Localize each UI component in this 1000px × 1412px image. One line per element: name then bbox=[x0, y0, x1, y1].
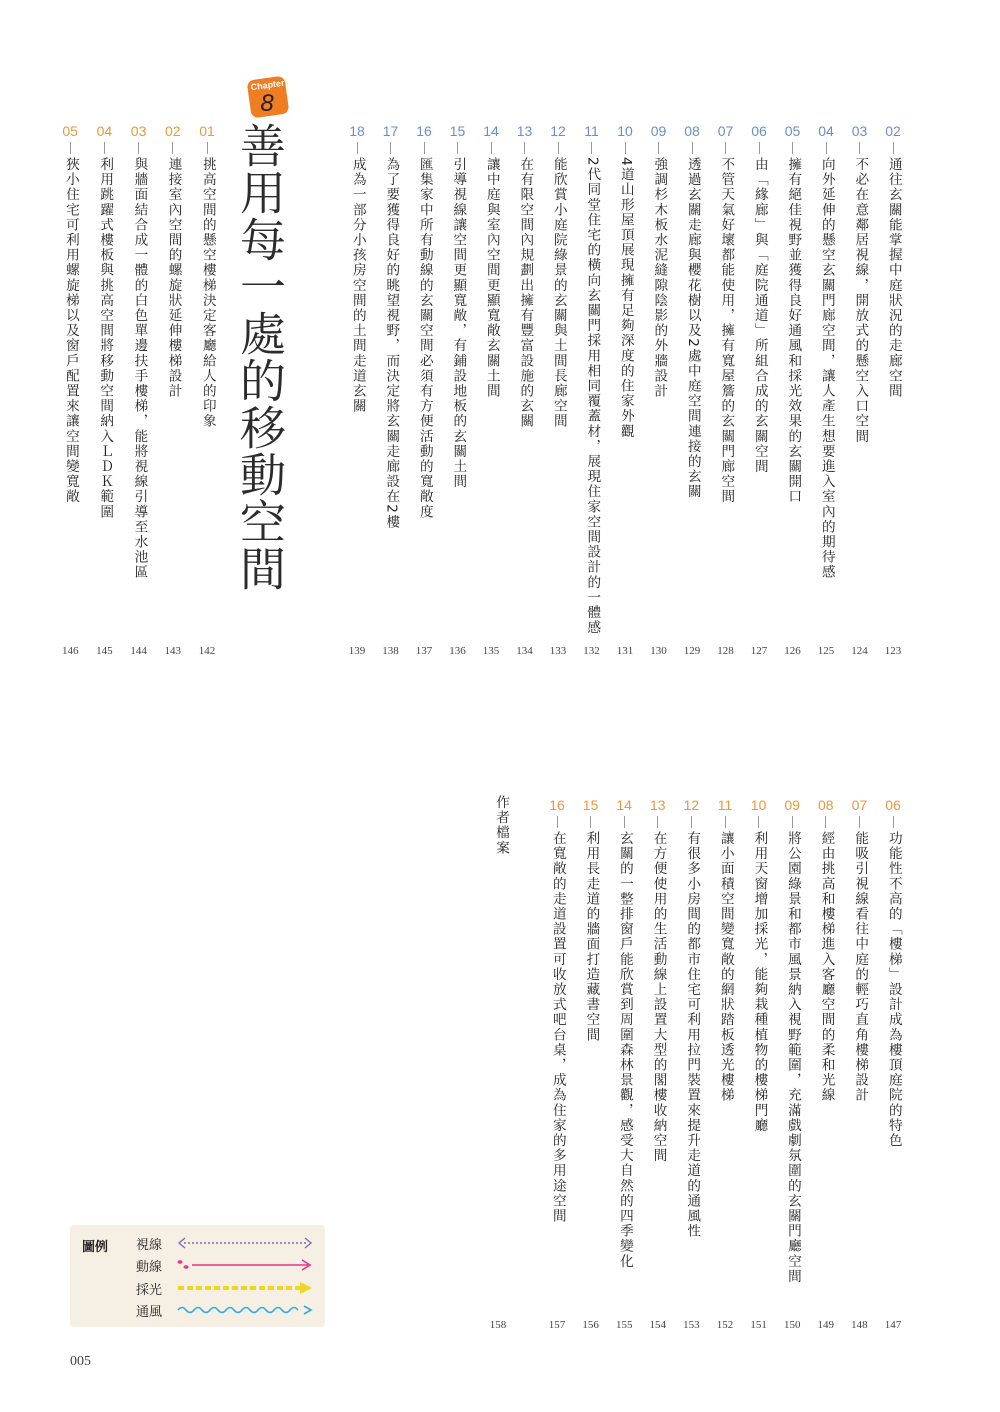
entry-divider bbox=[758, 816, 759, 828]
toc-entry-top[interactable] bbox=[680, 122, 704, 499]
toc-entry-top[interactable] bbox=[513, 122, 537, 429]
entry-page-number: 152 bbox=[716, 1319, 734, 1331]
entry-title: 通往玄關能掌握中庭狀況的走廊空間 bbox=[885, 157, 902, 399]
entry-divider bbox=[826, 142, 827, 154]
entry-page-number: 123 bbox=[884, 645, 902, 657]
entry-divider bbox=[624, 816, 625, 828]
toc-entry-top[interactable] bbox=[848, 122, 872, 444]
toc-entry-bottom[interactable] bbox=[612, 796, 636, 1269]
footprints-arrow-icon bbox=[176, 1258, 314, 1272]
entry-divider bbox=[524, 142, 525, 154]
entry-divider bbox=[491, 142, 492, 154]
entry-title: 匯集家中所有動線的玄關空間必須有方便活動的寬敞度 bbox=[416, 157, 433, 520]
toc-entry-top[interactable] bbox=[747, 122, 771, 474]
chapter-title: 善用每一處的移動空間 bbox=[233, 122, 287, 592]
entry-number: 15 bbox=[582, 797, 599, 813]
entry-page-number: 139 bbox=[348, 645, 366, 657]
entry-title: 將公園綠景和都市風景納入視野範圍，充滿戲劇氛圍的玄關門廳空間 bbox=[784, 831, 801, 1284]
legend-label: 採光 bbox=[136, 1282, 163, 1298]
legend-item-sightline bbox=[136, 1233, 314, 1253]
entry-page-number: 128 bbox=[717, 645, 734, 657]
entry-title: 利用天窗增加採光，能夠栽種植物的樓梯門廳 bbox=[751, 831, 768, 1133]
toc-entry-top[interactable] bbox=[479, 122, 503, 399]
chapter-label: Chapter bbox=[250, 77, 286, 93]
toc-entry-top[interactable] bbox=[580, 122, 604, 635]
entry-page-number: 144 bbox=[130, 645, 147, 657]
toc-entry-top[interactable] bbox=[613, 122, 637, 439]
entry-title: 與牆面結合成一體的白色單邊扶手樓梯，能將視線引導至水池區 bbox=[131, 157, 148, 580]
entry-divider bbox=[390, 142, 391, 154]
entry-page-number: 134 bbox=[516, 645, 533, 657]
entry-page-number: 136 bbox=[449, 645, 466, 657]
toc-entry-chapter[interactable] bbox=[127, 122, 151, 580]
entry-title: 有很多小房間的都市住宅可利用拉門裝置來提升走道的通風性 bbox=[684, 831, 701, 1239]
toc-entry-bottom[interactable] bbox=[847, 796, 871, 1103]
toc-entry-bottom[interactable] bbox=[713, 796, 737, 1103]
entry-page-number: 153 bbox=[683, 1319, 700, 1331]
entry-number: 17 bbox=[382, 123, 399, 139]
daylight-arrow-icon bbox=[176, 1281, 314, 1295]
entry-title: 引導視線讓空間更顯寬敞，有鋪設地板的玄關土間 bbox=[450, 157, 467, 490]
entry-number: 04 bbox=[818, 123, 834, 139]
entry-number: 06 bbox=[885, 797, 901, 813]
toc-entry-top[interactable] bbox=[345, 122, 369, 414]
entry-title: 挑高空間的懸空樓梯決定客廳給人的印象 bbox=[199, 157, 216, 429]
toc-entry-top[interactable] bbox=[412, 122, 436, 519]
entry-page-number: 143 bbox=[164, 645, 182, 657]
entry-page-number: 124 bbox=[851, 645, 868, 657]
entry-divider bbox=[357, 142, 358, 154]
entry-divider bbox=[625, 142, 626, 154]
entry-number: 10 bbox=[617, 123, 633, 139]
toc-entry-chapter[interactable] bbox=[161, 122, 185, 399]
entry-number: 07 bbox=[717, 123, 734, 139]
entry-page-number: 155 bbox=[615, 1319, 633, 1331]
entry-page-number: 127 bbox=[750, 645, 768, 657]
legend-item-circulation bbox=[136, 1255, 314, 1275]
entry-number: 07 bbox=[851, 797, 868, 813]
entry-number: 01 bbox=[199, 123, 215, 139]
entry-divider bbox=[825, 816, 826, 828]
legend-heading: 圖例 bbox=[82, 1240, 109, 1255]
entry-divider bbox=[759, 142, 760, 154]
author-profile-entry[interactable]: 作者檔案 bbox=[493, 795, 509, 856]
toc-entry-bottom[interactable] bbox=[814, 796, 838, 1103]
entry-number: 09 bbox=[650, 123, 667, 139]
entry-number: 16 bbox=[416, 123, 432, 139]
entry-title: 在有限空間內規劃出擁有豐富設施的玄關 bbox=[517, 157, 534, 429]
entry-title: 利用長走道的牆面打造藏書空間 bbox=[583, 831, 600, 1043]
toc-entry-bottom[interactable] bbox=[747, 796, 771, 1133]
entry-divider bbox=[657, 816, 658, 828]
entry-title: 能欣賞小庭院綠景的玄關與土間長廊空間 bbox=[550, 157, 567, 429]
entry-number: 12 bbox=[683, 797, 700, 813]
entry-title: 連接室內空間的螺旋狀延伸樓梯設計 bbox=[165, 157, 182, 399]
entry-divider bbox=[138, 142, 139, 154]
entry-number: 16 bbox=[549, 797, 565, 813]
entry-page-number: 146 bbox=[61, 645, 79, 657]
legend-item-ventilation bbox=[136, 1300, 314, 1320]
entry-divider bbox=[859, 142, 860, 154]
entry-title: 不必在意鄰居視線，開放式的懸空入口空間 bbox=[852, 157, 869, 444]
entry-page-number: 138 bbox=[382, 645, 399, 657]
entry-title: 能吸引視線看往中庭的輕巧直角樓梯設計 bbox=[852, 831, 869, 1103]
entry-title: 狹小住宅可利用螺旋梯以及窗戶配置來讓空間變寬敞 bbox=[62, 157, 79, 505]
toc-entry-bottom[interactable] bbox=[679, 796, 703, 1239]
entry-title: 由「緣廊」與「庭院通道」所組合成的玄關空間 bbox=[751, 157, 768, 475]
toc-entry-top[interactable] bbox=[881, 122, 905, 399]
entry-title: 透過玄關走廊與櫻花樹以及2處中庭空間連接的玄關 bbox=[684, 157, 701, 500]
author-page-number: 158 bbox=[489, 1319, 507, 1331]
entry-title: 為了要獲得良好的眺望視野，而決定將玄關走廊設在2樓 bbox=[383, 157, 400, 530]
toc-entry-top[interactable] bbox=[781, 122, 805, 504]
entry-page-number: 130 bbox=[650, 645, 667, 657]
entry-number: 05 bbox=[784, 123, 801, 139]
entry-title: 在方便使用的生活動線上設置大型的閣樓收納空間 bbox=[650, 831, 667, 1164]
entry-page-number: 132 bbox=[583, 645, 600, 657]
entry-number: 14 bbox=[483, 123, 499, 139]
toc-entry-chapter[interactable] bbox=[92, 122, 116, 519]
entry-page-number: 133 bbox=[549, 645, 567, 657]
entry-divider bbox=[457, 142, 458, 154]
entry-page-number: 154 bbox=[649, 1319, 667, 1331]
entry-title: 2代同堂住宅的橫向玄關門採用相同覆蓋材，展現住家空間設計的一體感 bbox=[584, 157, 601, 636]
entry-number: 04 bbox=[96, 123, 113, 139]
entry-divider bbox=[792, 816, 793, 828]
entry-divider bbox=[590, 816, 591, 828]
chapter-number: 8 bbox=[260, 90, 274, 117]
entry-divider bbox=[893, 142, 894, 154]
entry-page-number: 157 bbox=[548, 1319, 566, 1331]
entry-divider bbox=[658, 142, 659, 154]
legend-label: 動線 bbox=[136, 1259, 163, 1275]
entry-divider bbox=[725, 142, 726, 154]
toc-entry-chapter[interactable] bbox=[58, 122, 82, 504]
toc-entry-top[interactable] bbox=[814, 122, 838, 580]
toc-entry-bottom[interactable] bbox=[881, 796, 905, 1148]
entry-page-number: 148 bbox=[851, 1319, 868, 1331]
entry-divider bbox=[591, 142, 592, 154]
entry-page-number: 126 bbox=[784, 645, 801, 657]
entry-number: 03 bbox=[130, 123, 147, 139]
entry-divider bbox=[691, 816, 692, 828]
legend-box bbox=[70, 1225, 325, 1327]
toc-entry-top[interactable] bbox=[714, 122, 738, 504]
entry-number: 11 bbox=[584, 123, 599, 139]
entry-divider bbox=[172, 142, 173, 154]
entry-page-number: 129 bbox=[683, 645, 701, 657]
entry-divider bbox=[207, 142, 208, 154]
entry-number: 13 bbox=[650, 797, 666, 813]
entry-number: 02 bbox=[165, 123, 181, 139]
entry-page-number: 150 bbox=[783, 1319, 801, 1331]
entry-number: 15 bbox=[449, 123, 466, 139]
toc-entry-bottom[interactable] bbox=[646, 796, 670, 1163]
entry-title: 功能性不高的「樓梯」設計成為樓頂庭院的特色 bbox=[885, 831, 902, 1149]
toc-entry-bottom[interactable] bbox=[579, 796, 603, 1042]
entry-divider bbox=[557, 816, 558, 828]
legend-item-daylight bbox=[136, 1278, 314, 1298]
entry-number: 11 bbox=[717, 797, 733, 813]
entry-title: 玄關的一整排窗戶能欣賞到周圍森林景觀，感受大自然的四季變化 bbox=[616, 831, 633, 1269]
entry-title: 不管天氣好壞都能使用，擁有寬屋簷的玄關門廊空間 bbox=[718, 157, 735, 505]
entry-divider bbox=[859, 816, 860, 828]
toc-entry-top[interactable] bbox=[379, 122, 403, 530]
entry-divider bbox=[792, 142, 793, 154]
entry-title: 經由挑高和樓梯進入客廳空間的柔和光線 bbox=[818, 831, 835, 1103]
entry-number: 03 bbox=[851, 123, 868, 139]
ventilation-wave-arrow-icon bbox=[176, 1303, 314, 1317]
entry-number: 09 bbox=[784, 797, 800, 813]
legend-label: 通風 bbox=[136, 1304, 163, 1320]
entry-divider bbox=[70, 142, 71, 154]
entry-page-number: 147 bbox=[884, 1319, 902, 1331]
entry-title: 擁有絕佳視野並獲得良好通風和採光效果的玄關開口 bbox=[785, 157, 802, 505]
toc-entry-bottom[interactable] bbox=[780, 796, 804, 1284]
entry-page-number: 135 bbox=[482, 645, 500, 657]
entry-number: 08 bbox=[684, 123, 700, 139]
legend-label: 視線 bbox=[136, 1237, 163, 1253]
entry-number: 13 bbox=[516, 123, 533, 139]
entry-number: 02 bbox=[885, 123, 901, 139]
entry-number: 14 bbox=[616, 797, 632, 813]
entry-page-number: 137 bbox=[415, 645, 433, 657]
entry-page-number: 145 bbox=[96, 645, 113, 657]
toc-entry-top[interactable] bbox=[446, 122, 470, 489]
entry-divider bbox=[725, 816, 726, 828]
entry-divider bbox=[692, 142, 693, 154]
sightline-arrow-icon bbox=[176, 1237, 314, 1249]
toc-entry-top[interactable] bbox=[647, 122, 671, 399]
page-folio: 005 bbox=[70, 1354, 91, 1369]
entry-page-number: 156 bbox=[582, 1319, 599, 1331]
entry-page-number: 149 bbox=[817, 1319, 835, 1331]
entry-number: 06 bbox=[751, 123, 767, 139]
toc-entry-top[interactable] bbox=[546, 122, 570, 429]
entry-title: 成為一部分小孩房空間的土間走道玄關 bbox=[349, 157, 366, 414]
entry-divider bbox=[104, 142, 105, 154]
entry-title: 讓小面積空間變寬敞的網狀踏板透光樓梯 bbox=[717, 831, 734, 1103]
entry-page-number: 151 bbox=[750, 1319, 767, 1331]
entry-number: 05 bbox=[62, 123, 78, 139]
entry-title: 讓中庭與室內空間更顯寬敞玄關土間 bbox=[483, 157, 500, 399]
entry-page-number: 131 bbox=[616, 645, 634, 657]
entry-divider bbox=[424, 142, 425, 154]
entry-page-number: 125 bbox=[817, 645, 835, 657]
entry-number: 10 bbox=[750, 797, 767, 813]
toc-entry-bottom[interactable] bbox=[545, 796, 569, 1224]
entry-number: 12 bbox=[550, 123, 566, 139]
entry-number: 08 bbox=[818, 797, 834, 813]
chapter-badge bbox=[243, 70, 293, 120]
entry-title: 向外延伸的懸空玄關門廊空間，讓人產生想要進入室內的期待感 bbox=[818, 157, 835, 580]
entry-title: 強調杉木板水泥縫隙陰影的外牆設計 bbox=[651, 157, 668, 399]
entry-page-number: 142 bbox=[198, 645, 216, 657]
entry-number: 18 bbox=[349, 123, 365, 139]
entry-divider bbox=[893, 816, 894, 828]
entry-title: 在寬敞的走道設置可收放式吧台桌，成為住家的多用途空間 bbox=[549, 831, 566, 1224]
toc-entry-chapter[interactable] bbox=[195, 122, 219, 429]
entry-divider bbox=[558, 142, 559, 154]
entry-title: 利用跳躍式樓板與挑高空間將移動空間納入ＬＤＫ範圍 bbox=[97, 157, 114, 520]
entry-title: 4道山形屋頂展現擁有足夠深度的住家外觀 bbox=[617, 157, 634, 439]
